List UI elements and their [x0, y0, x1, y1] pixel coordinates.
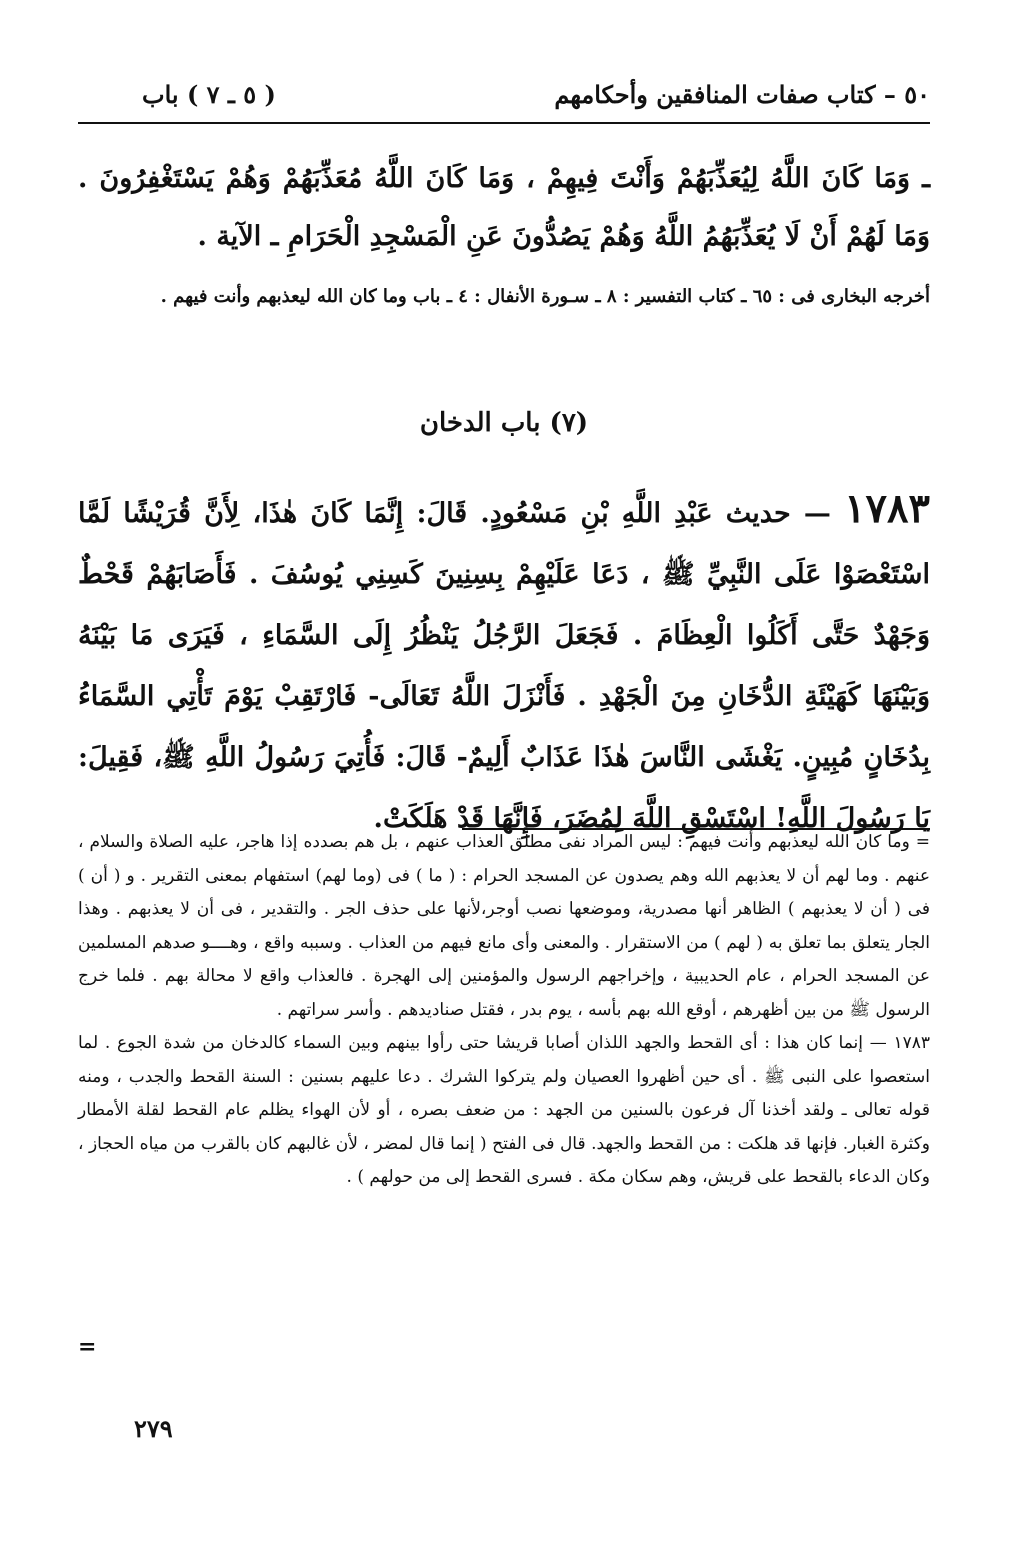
- hadith-number: ١٧٨٣: [844, 485, 930, 532]
- header-divider: [78, 122, 930, 124]
- book-page: [78, 70, 930, 1470]
- commentary-notes: [78, 826, 930, 1195]
- chapter-title: (٧) باب الدخان: [419, 408, 589, 438]
- page-number: ٢٧٩: [134, 1414, 173, 1443]
- hadith-text-block: [78, 478, 930, 849]
- hadith-text: — حديث عَبْدِ اللَّهِ بْنِ مَسْعُودٍ. قَالَ: إِنَّمَا كَانَ هٰذَا، لِأَنَّ قُرَيْشًا لَمَّا اسْتَعْصَوْا عَلَى النَّبِيِّ ﷺ ، دَعَا عَلَيْهِمْ بِسِنِينَ كَسِنِي يُوسُفَ . فَأَصَابَهُمْ قَحْطٌ وَجَهْدٌ حَتَّى أَكَلُوا الْعِظَامَ . فَجَعَلَ الرَّجُلُ يَنْظُرُ إِلَى السَّمَاءِ ، فَيَرَى مَا بَيْنَهُ وَبَيْنَهَا كَهَيْئَةِ الدُّخَانِ مِنَ الْجَهْدِ . فَأَنْزَلَ اللَّهُ تَعَالَى- فَارْتَقِبْ يَوْمَ تَأْتِي السَّمَاءُ بِدُخَانٍ مُبِينٍ. يَغْشَى النَّاسَ هٰذَا عَذَابٌ أَلِيمٌ- قَالَ: فَأُتِيَ رَسُولُ اللَّهِ ﷺ، فَقِيلَ: يَا رَسُولَ اللَّهِ! اسْتَسْقِ اللَّهَ لِمُضَرَ، فَإِنَّهَا قَدْ هَلَكَتْ.: [78, 498, 930, 834]
- running-header: [78, 80, 930, 120]
- note-paragraph: = وما كان الله ليعذبهم وأنت فيهم : ليس المراد نفى مطلق العذاب عنهم ، بل هم بصدده إذا هاجر، عليه الصلاة والسلام ، عنهم . وما لهم أن لا يعذبهم الله وهم يصدون عن المسجد الحرام : ( ما ) فى (وما لهم) استفهام بمعنى التقرير . و ( أن ) فى ( أن لا يعذبهم ) الظاهر أنها مصدرية، وموضعها نصب أوجر،لأنها على حذف الجر . والتقدير ، فى أن لا يعذبهم . وهذا الجار يتعلق بما تعلق به ( لهم ) من الاستقرار . والمعنى وأى مانع فيهم من العذاب . وسببه واقع ، وهــــو صدهم المسلمين عن المسجد الحرام ، عام الحديبية ، وإخراجهم الرسول والمؤمنين إلى الهجرة . فالعذاب واقع لا محالة بهم . فلما خرج الرسول ﷺ من بين أظهرهم ، أوقع الله بهم بأسه ، يوم بدر ، فقتل صناديدهم . وأسر سراتهم .: [78, 832, 930, 1020]
- hadith-reference: أخرجه البخارى فى : ٦٥ ـ كتاب التفسير : ٨ ـ سـورة الأنفال : ٤ ـ باب وما كان الله ليعذبهم وأنت فيهم .: [160, 286, 930, 307]
- continuation-mark: =: [78, 1334, 97, 1360]
- note-paragraph: ١٧٨٣ — إنما كان هذا : أى القحط والجهد اللذان أصابا قريشا حتى رأوا بينهم وبين السماء كالدخان من شدة الجوع . لما استعصوا على النبى ﷺ . أى حين أظهروا العصيان ولم يتركوا الشرك . دعا عليهم بسنين : السنة القحط والجدب ، ومنه قوله تعالى ـ ولقد أخذنا آل فرعون بالسنين من الجهد : من ضعف بصره ، أو لأن الهواء يظلم عام القحط لقلة الأمطار وكثرة الغبار. فإنها قد هلكت : من القحط والجهد. قال فى الفتح ( إنما قال لمضر ، لأن غالبهم كان بالقرب من مياه الحجاز ، وكان الدعاء بالقحط على قريش، وهم سكان مكة . فسرى القحط إلى من حولهم ) .: [78, 1033, 930, 1187]
- header-page-ref: ( ٥ ـ ٧ ) باب: [142, 80, 276, 109]
- quran-verse: ـ وَمَا كَانَ اللَّهُ لِيُعَذِّبَهُمْ وَأَنْتَ فِيهِمْ ، وَمَا كَانَ اللَّهُ مُعَذِّبَهُمْ وَهُمْ يَسْتَغْفِرُونَ . وَمَا لَهُمْ أَنْ لَا يُعَذِّبَهُمُ اللَّهُ وَهُمْ يَصُدُّونَ عَنِ الْمَسْجِدِ الْحَرَامِ ـ الآية .: [78, 163, 930, 252]
- header-title: ٥٠ – كتاب صفات المنافقين وأحكامهم: [554, 80, 930, 109]
